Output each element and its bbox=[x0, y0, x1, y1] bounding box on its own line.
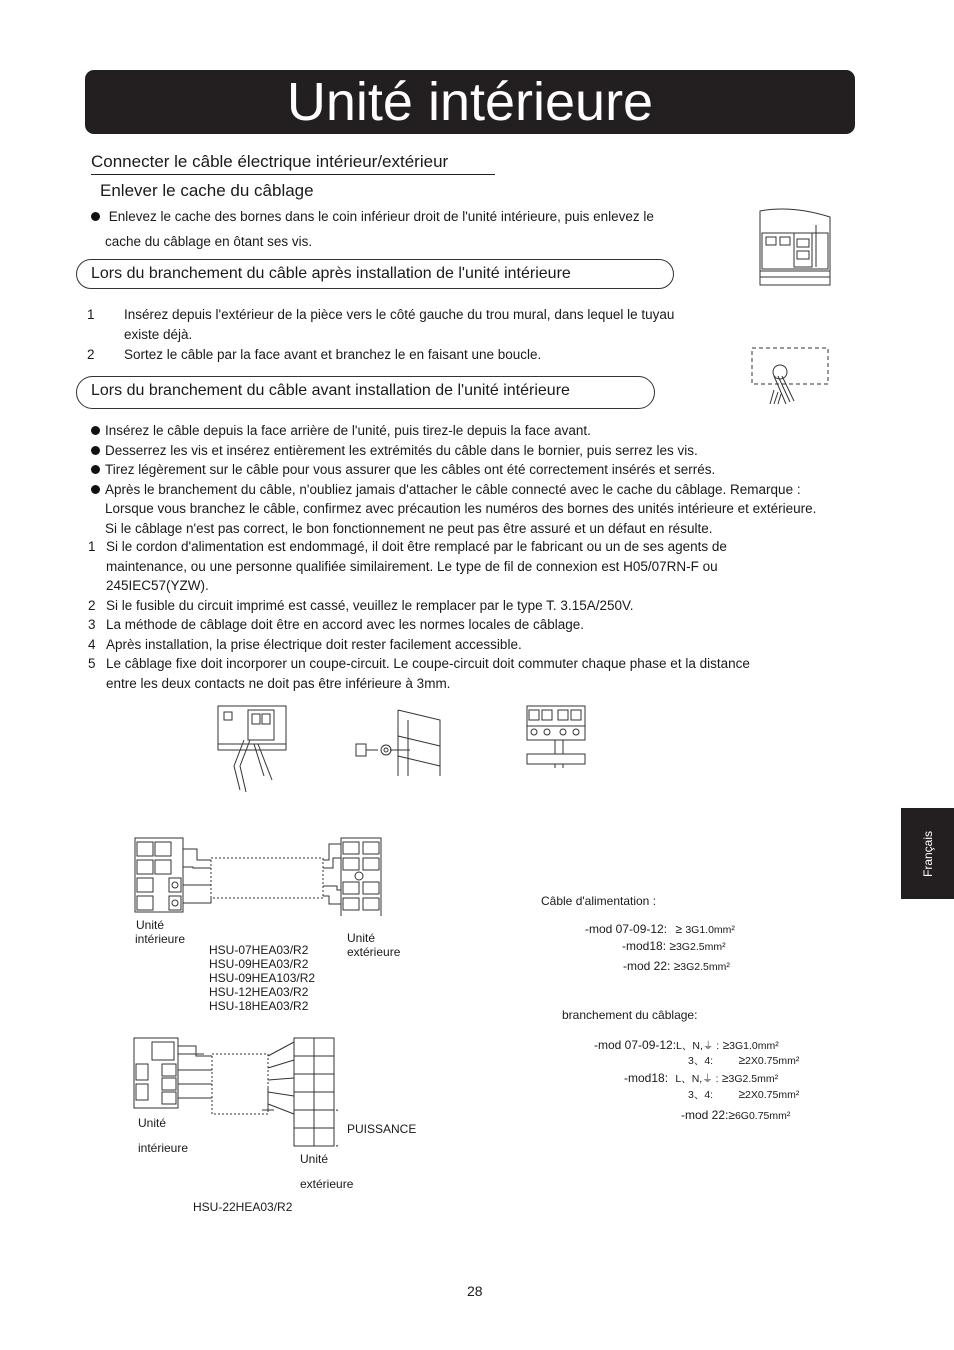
terminal-screw-illustration bbox=[350, 706, 448, 780]
bullet-icon bbox=[91, 485, 100, 494]
after-install-list bbox=[87, 305, 727, 365]
indoor-label-1: Unité intérieure bbox=[135, 918, 186, 946]
bullet-icon bbox=[91, 426, 100, 435]
list-item: 5 Le câblage fixe doit incorporer un coupe-circuit. Le coupe-circuit doit commuter chaque phase et la distance entre les deux contacts ne doit pas être inférieure à 3mm. bbox=[88, 656, 750, 691]
after-install-heading: Lors du branchement du câble après installation de l'unité intérieure bbox=[76, 259, 674, 289]
list-item: 4 Après installation, la prise électrique doit rester facilement accessible. bbox=[88, 636, 522, 652]
terminal-block-illustration bbox=[525, 704, 587, 768]
power-spec-row: -mod 22: ≥3G2.5mm² bbox=[623, 959, 730, 973]
list-item: Insérez le câble depuis la face arrière de l'unité, puis tirez-le depuis la face avant. bbox=[91, 421, 881, 441]
list-item: 2 Sortez le câble par la face avant et branchez le en faisant une boucle. bbox=[87, 347, 542, 362]
wiring-spec-row: -mod18: L、N,⏚ : ≥3G2.5mm² bbox=[624, 1071, 779, 1085]
list-item: Après le branchement du câble, n'oubliez jamais d'attacher le câble connecté avec le cache du câblage. Remarque : bbox=[91, 480, 881, 500]
cable-loop-illustration bbox=[750, 346, 832, 408]
list-item: 1 Insérez depuis l'extérieur de la pièce vers le côté gauche du trou mural, dans lequel le tuyau existe déjà. bbox=[87, 307, 675, 342]
remark-line-2: Lorsque vous branchez le câble, confirmez avec précaution les numéros des bornes des unités intérieure et extérieure. bbox=[105, 501, 817, 516]
list-item: 2 Si le fusible du circuit imprimé est cassé, veuillez le remplacer par le type T. 3.15A/250V. bbox=[88, 597, 634, 613]
indoor-unit-corner-illustration bbox=[752, 205, 832, 287]
list-item: 3 La méthode de câblage doit être en accord avec les normes locales de câblage. bbox=[88, 617, 585, 632]
language-tab bbox=[901, 808, 954, 899]
before-install-bullets bbox=[91, 421, 881, 538]
cover-line-2: cache du câblage en ôtant ses vis. bbox=[105, 233, 313, 249]
notes-list bbox=[88, 537, 878, 693]
model-list-1: HSU-07HEA03/R2 HSU-09HEA03/R2 HSU-09HEA103/R2 HSU-12HEA03/R2 HSU-18HEA03/R2 bbox=[209, 943, 316, 1013]
page-title-banner bbox=[85, 70, 855, 134]
before-install-heading: Lors du branchement du câble avant installation de l'unité intérieure bbox=[76, 376, 655, 409]
list-item: Tirez légèrement sur le câble pour vous assurer que les câbles ont été correctement insérés et serrés. bbox=[91, 460, 881, 480]
bullet-icon bbox=[91, 465, 100, 474]
power-spec-row: -mod 07-09-12: ≥ 3G1.0mm² bbox=[585, 922, 735, 936]
wiring-diagram-1 bbox=[133, 836, 385, 916]
indoor-label-2: Unité intérieure bbox=[138, 1116, 189, 1155]
power-cable-title: Câble d'alimentation : bbox=[541, 894, 657, 908]
wiring-spec-row: -mod 07-09-12:L、N,⏚ : ≥3G1.0mm² bbox=[594, 1038, 779, 1052]
power-label: PUISSANCE bbox=[347, 1122, 417, 1136]
language-label: Français bbox=[920, 830, 935, 877]
page-title: Unité intérieure bbox=[286, 72, 654, 132]
wiring-spec-row: -mod 22:≥6G0.75mm² bbox=[681, 1108, 791, 1122]
wiring-spec-row: 3、4: ≥2X0.75mm² bbox=[688, 1053, 800, 1067]
cable-insertion-illustration bbox=[214, 704, 290, 794]
outdoor-label-2: Unité extérieure bbox=[300, 1152, 354, 1191]
wiring-spec-row: 3、4: ≥2X0.75mm² bbox=[688, 1087, 800, 1101]
outdoor-label-1: Unité extérieure bbox=[347, 931, 401, 959]
cover-instruction bbox=[91, 207, 716, 251]
page-number: 28 bbox=[467, 1283, 483, 1299]
remark-line-3: Si le câblage n'est pas correct, le bon fonctionnement ne peut pas être assuré et un défaut en résulte. bbox=[105, 520, 713, 536]
cover-line-1: Enlevez le cache des bornes dans le coin inférieur droit de l'unité intérieure, puis enlevez le bbox=[108, 209, 654, 224]
wiring-title: branchement du câblage: bbox=[562, 1008, 698, 1022]
list-item: 1 Si le cordon d'alimentation est endommagé, il doit être remplacé par le fabricant ou un de ses agents de maintenance, ou une personne qualifiée similairement. Le type de fil de connexion est H05/07RN-F ou 245IEC57(YZW). bbox=[88, 539, 727, 593]
bullet-icon bbox=[91, 212, 100, 221]
subsection-title-cover: Enlever le cache du câblage bbox=[100, 181, 314, 200]
list-item: Desserrez les vis et insérez entièrement les extrémités du câble dans le bornier, puis serrez les vis. bbox=[91, 441, 881, 461]
section-title: Connecter le câble électrique intérieur/extérieur bbox=[91, 152, 495, 175]
model-label-2: HSU-22HEA03/R2 bbox=[193, 1200, 293, 1214]
bullet-icon bbox=[91, 446, 100, 455]
power-spec-row: -mod18: ≥3G2.5mm² bbox=[622, 939, 726, 953]
